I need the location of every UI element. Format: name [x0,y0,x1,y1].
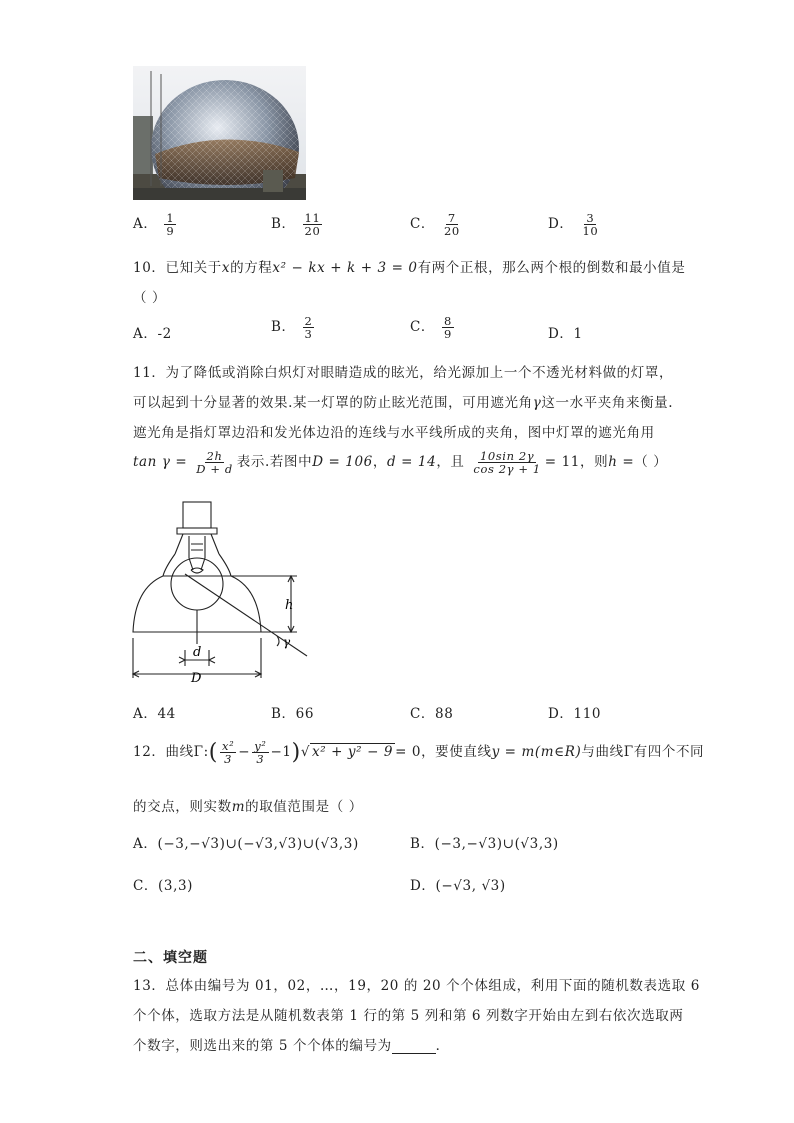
q12-text: 12．曲线Γ: [133,744,209,761]
option-value: 66 [295,706,315,722]
denominator: 3 [224,752,233,767]
option-label: A． [133,706,158,722]
numerator: 7 [447,211,456,225]
option-label: A． [133,216,158,233]
q11-option-a[interactable] [133,702,176,722]
q12-option-b[interactable] [410,832,559,852]
fraction [220,740,236,765]
option-value: (−3,−√3)∪(√3,3) [434,836,559,852]
numerator: 2h [206,449,223,463]
option-value: (3,3) [158,878,194,894]
lampshade-diagram [125,496,325,686]
option-label: D． [548,326,574,342]
q11-text: ， [372,454,387,471]
option-value: 44 [157,706,176,722]
numerator: 10sin 2γ [479,449,535,463]
q10-answer-paren: （ ） [133,290,167,306]
denominator: D + d [196,462,233,477]
q10-option-d[interactable] [548,322,583,342]
fraction [442,315,454,340]
q10-option-a[interactable] [133,322,172,342]
q13-text: 个数字，则选出来的第 5 个个体的编号为 [133,1038,392,1054]
q12-text: −1 [270,744,292,761]
option-label: D． [548,216,574,233]
option-label: A． [133,326,158,342]
denominator: 3 [256,752,265,767]
q9-option-a[interactable] [133,212,178,237]
q10-option-c[interactable] [410,315,456,340]
denominator: 9 [443,327,452,342]
numerator: x² [221,739,235,753]
q12-text: 的交点，则实数 [133,799,232,815]
q11-text: = 11 [544,454,580,471]
paren-open: ( [208,740,218,766]
q9-option-b[interactable] [271,212,324,237]
denominator: 20 [443,224,460,239]
option-label: B． [271,319,296,336]
D-value: D = 106 [312,454,373,471]
answer-paren: （ ） [634,454,668,471]
label-d: d [193,645,202,660]
option-label: C． [410,706,436,722]
q9-option-c[interactable] [410,212,464,237]
q11-text: 表示.若图中 [236,454,313,471]
q12-text: − [238,744,251,761]
q12-line-2 [133,795,363,815]
tan-expression: tan γ = [133,454,188,471]
label-D: D [191,671,202,686]
h-expression: h = [608,454,635,471]
d-value: d = 14 [386,454,437,471]
numerator: 2 [304,314,313,328]
numerator: 3 [586,211,595,225]
var-m: m [231,799,246,815]
option-label: A． [133,836,158,852]
q12-option-c[interactable] [133,874,193,894]
answer-blank[interactable] [392,1041,436,1054]
fraction [303,315,315,340]
option-value: 110 [573,706,602,722]
label-gamma: γ [283,635,291,649]
q12-text: = 0 [395,744,422,761]
denominator: 20 [304,224,321,239]
option-label: D． [548,706,574,722]
q13-line-3 [133,1034,450,1054]
sqrt-body: x² + y² − 9 [312,744,394,761]
q13-line-1: 13．总体由编号为 01，02，…，19，20 的 20 个个体组成，利用下面的随机数表选取 6 [133,978,700,994]
numerator: 11 [304,211,321,225]
q11-line-3: 遮光角是指灯罩边沿和发光体边沿的连线与水平线所成的夹角，图中灯罩的遮光角用 [133,425,655,441]
q12-option-a[interactable] [133,832,359,852]
fraction [471,450,542,475]
option-value: -2 [157,326,172,342]
option-label: C． [410,319,436,336]
q11-line-1: 11．为了降低或消除白炽灯对眼睛造成的眩光，给光源加上一个不透光材料做的灯罩， [133,365,674,381]
fraction [252,740,268,765]
numerator: y² [254,739,267,753]
gamma-symbol: γ [532,395,542,411]
label-h: h [285,598,294,613]
option-label: B． [271,706,296,722]
denominator: cos 2γ + 1 [473,462,541,477]
option-value: (−√3, √3) [435,878,506,894]
q11-option-d[interactable] [548,702,601,722]
section-heading: 二、填空题 [133,950,208,966]
fraction [442,212,462,237]
q10-option-b[interactable] [271,315,316,340]
fraction [580,212,600,237]
option-label: D． [410,878,436,894]
q11-text: 可以起到十分显著的效果.某一灯罩的防止眩光范围，可用遮光角 [133,395,533,411]
option-value: (−3,−√3)∪(−√3,√3)∪(√3,3) [157,836,359,852]
q11-line-4 [133,450,667,475]
q9-option-d[interactable] [548,212,602,237]
denominator: 10 [582,224,599,239]
q10-text: 10．已知关于 [133,260,222,276]
q12-text: ，要使直线 [421,744,492,761]
q12-option-d[interactable] [410,874,506,894]
q11-option-b[interactable] [271,702,314,722]
q11-option-c[interactable] [410,702,453,722]
q10-text: 有两个正根，那么两个根的倒数和最小值是 [417,260,686,276]
q11-text: ，且 [436,454,465,471]
q12-text: 与曲线Γ有四个不同 [581,744,705,761]
q13-line-2: 个个体，选取方法是从随机数表第 1 行的第 5 列和第 6 列数字开始由左到右依次选取两 [133,1008,684,1024]
q11-line-2 [133,391,673,411]
q13-text: ． [435,1038,450,1054]
denominator: 3 [304,327,313,342]
q11-text: 这一水平夹角来衡量. [541,395,674,411]
numerator: 8 [443,314,452,328]
option-value: 1 [573,326,583,342]
dome-photo [133,66,306,200]
q11-text: ，则 [579,454,609,471]
option-label: C． [133,878,159,894]
q10-stem [133,256,685,276]
option-label: B． [271,216,296,233]
denominator: 9 [166,224,175,239]
option-label: C． [410,216,436,233]
option-value: 88 [435,706,454,722]
line-equation: y = m(m∈R) [491,744,582,761]
q12-line-1 [133,740,704,765]
numerator: 1 [166,211,175,225]
q10-text: 的方程 [230,260,273,276]
fraction [303,212,323,237]
sqrt-symbol: √ [300,744,311,761]
var-x: x [221,260,231,276]
q12-text: 的取值范围是（ ） [245,799,363,815]
fraction [164,212,176,237]
q10-equation: x² − kx + k + 3 = 0 [272,260,418,276]
option-label: B． [410,836,435,852]
fraction [194,450,235,475]
paren-close: ) [291,740,301,766]
